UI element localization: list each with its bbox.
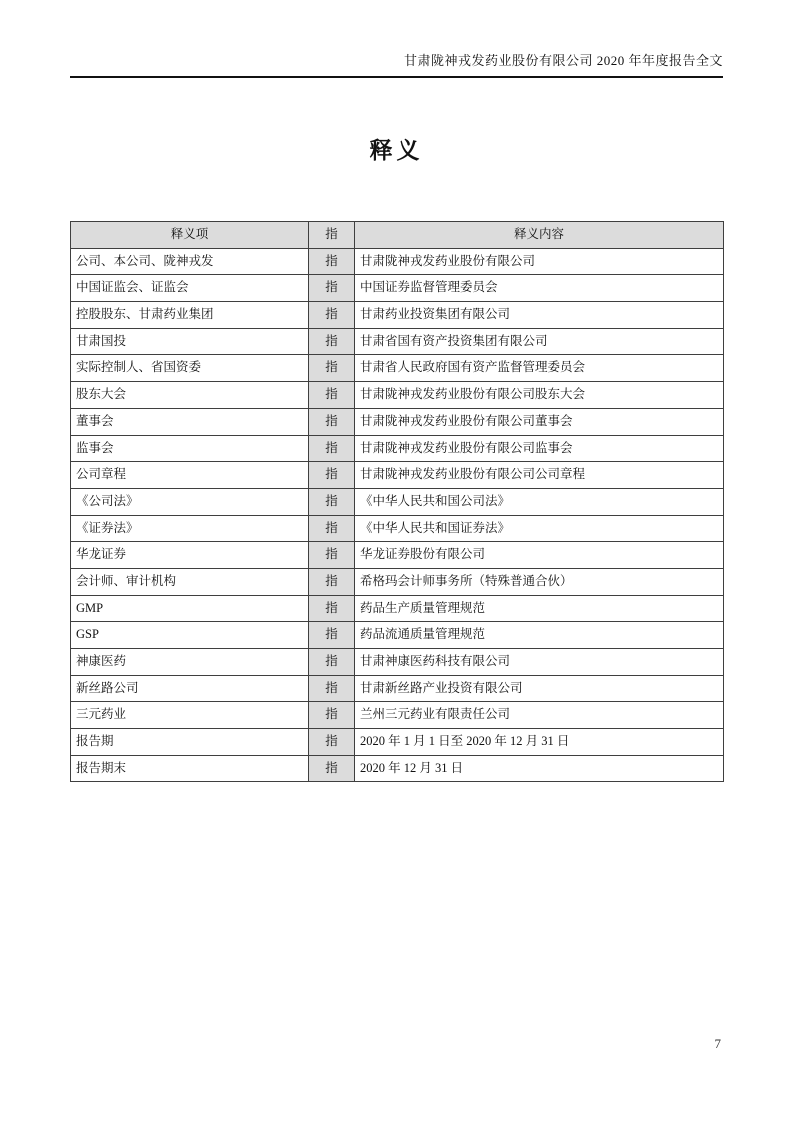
definition-cell: 希格玛会计师事务所（特殊普通合伙） (355, 568, 724, 595)
zhi-cell: 指 (309, 462, 355, 489)
table-row (71, 488, 724, 515)
term-cell: 《证券法》 (71, 515, 309, 542)
zhi-cell: 指 (309, 382, 355, 409)
zhi-cell: 指 (309, 302, 355, 329)
zhi-cell: 指 (309, 542, 355, 569)
definitions-table (70, 221, 724, 782)
table-row (71, 729, 724, 756)
table-row (71, 408, 724, 435)
table-row (71, 302, 724, 329)
table-row (71, 275, 724, 302)
term-cell: 公司章程 (71, 462, 309, 489)
zhi-cell: 指 (309, 729, 355, 756)
table-row (71, 675, 724, 702)
zhi-cell: 指 (309, 275, 355, 302)
table-row (71, 702, 724, 729)
term-cell: 甘肃国投 (71, 328, 309, 355)
zhi-cell: 指 (309, 408, 355, 435)
table-row (71, 755, 724, 782)
term-cell: 报告期末 (71, 755, 309, 782)
definition-cell: 甘肃神康医药科技有限公司 (355, 649, 724, 676)
definition-cell: 甘肃陇神戎发药业股份有限公司董事会 (355, 408, 724, 435)
term-cell: GMP (71, 595, 309, 622)
term-cell: 中国证监会、证监会 (71, 275, 309, 302)
term-cell: 公司、本公司、陇神戎发 (71, 248, 309, 275)
zhi-cell: 指 (309, 328, 355, 355)
table-row (71, 515, 724, 542)
column-header-definition: 释义内容 (355, 222, 724, 249)
zhi-cell: 指 (309, 702, 355, 729)
definition-cell: 甘肃陇神戎发药业股份有限公司 (355, 248, 724, 275)
term-cell: 会计师、审计机构 (71, 568, 309, 595)
table-row (71, 622, 724, 649)
definition-cell: 药品生产质量管理规范 (355, 595, 724, 622)
term-cell: 董事会 (71, 408, 309, 435)
zhi-cell: 指 (309, 622, 355, 649)
zhi-cell: 指 (309, 355, 355, 382)
term-cell: 股东大会 (71, 382, 309, 409)
report-header-text: 甘肃陇神戎发药业股份有限公司 2020 年年度报告全文 (403, 53, 723, 68)
zhi-cell: 指 (309, 595, 355, 622)
definition-cell: 兰州三元药业有限责任公司 (355, 702, 724, 729)
zhi-cell: 指 (309, 675, 355, 702)
definition-cell: 甘肃陇神戎发药业股份有限公司公司章程 (355, 462, 724, 489)
zhi-cell: 指 (309, 568, 355, 595)
table-row (71, 595, 724, 622)
table-row (71, 382, 724, 409)
definition-cell: 甘肃新丝路产业投资有限公司 (355, 675, 724, 702)
term-cell: 监事会 (71, 435, 309, 462)
definition-cell: 中国证券监督管理委员会 (355, 275, 724, 302)
table-row (71, 649, 724, 676)
definition-cell: 2020 年 12 月 31 日 (355, 755, 724, 782)
term-cell: 神康医药 (71, 649, 309, 676)
term-cell: 华龙证券 (71, 542, 309, 569)
definition-cell: 华龙证券股份有限公司 (355, 542, 724, 569)
column-header-zhi: 指 (309, 222, 355, 249)
definition-cell: 2020 年 1 月 1 日至 2020 年 12 月 31 日 (355, 729, 724, 756)
table-row (71, 462, 724, 489)
table-row (71, 248, 724, 275)
definition-cell: 甘肃省人民政府国有资产监督管理委员会 (355, 355, 724, 382)
zhi-cell: 指 (309, 515, 355, 542)
definition-cell: 甘肃陇神戎发药业股份有限公司股东大会 (355, 382, 724, 409)
zhi-cell: 指 (309, 755, 355, 782)
page-number: 7 (714, 1036, 721, 1051)
table-row (71, 328, 724, 355)
term-cell: 新丝路公司 (71, 675, 309, 702)
term-cell: 实际控制人、省国资委 (71, 355, 309, 382)
term-cell: 报告期 (71, 729, 309, 756)
table-row (71, 568, 724, 595)
term-cell: 三元药业 (71, 702, 309, 729)
definition-cell: 甘肃陇神戎发药业股份有限公司监事会 (355, 435, 724, 462)
zhi-cell: 指 (309, 649, 355, 676)
zhi-cell: 指 (309, 488, 355, 515)
definition-cell: 甘肃省国有资产投资集团有限公司 (355, 328, 724, 355)
page-header (70, 50, 723, 78)
definition-cell: 药品流通质量管理规范 (355, 622, 724, 649)
section-title: 释义 (369, 138, 424, 163)
column-header-term: 释义项 (71, 222, 309, 249)
term-cell: GSP (71, 622, 309, 649)
zhi-cell: 指 (309, 435, 355, 462)
definition-cell: 甘肃药业投资集团有限公司 (355, 302, 724, 329)
definition-cell: 《中华人民共和国公司法》 (355, 488, 724, 515)
term-cell: 《公司法》 (71, 488, 309, 515)
table-row (71, 435, 724, 462)
table-row (71, 355, 724, 382)
definition-cell: 《中华人民共和国证券法》 (355, 515, 724, 542)
zhi-cell: 指 (309, 248, 355, 275)
table-header-row (71, 222, 724, 249)
table-row (71, 542, 724, 569)
term-cell: 控股股东、甘肃药业集团 (71, 302, 309, 329)
